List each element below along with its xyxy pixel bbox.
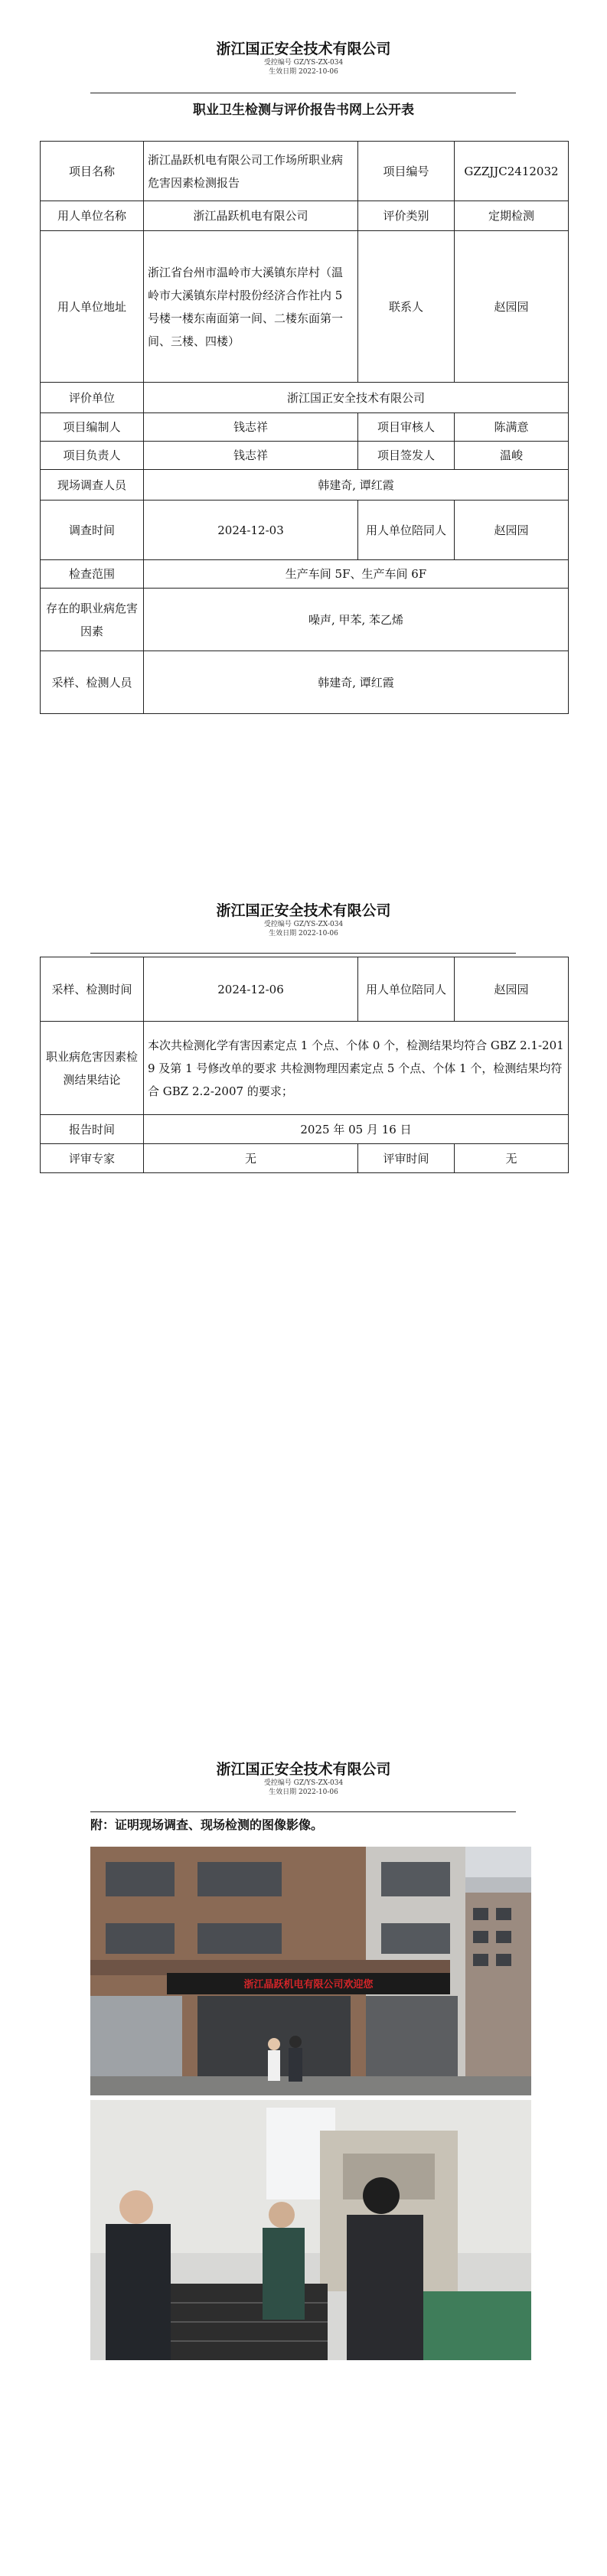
conclusion-label: 职业病危害因素检测结果结论	[41, 1022, 144, 1115]
site-photo-entrance	[90, 1847, 531, 2095]
address-label: 用人单位地址	[41, 231, 144, 383]
sampling-time-label: 采样、检测时间	[41, 957, 144, 1022]
evaluator-value: 浙江国正安全技术有限公司	[144, 383, 569, 413]
survey-time-value: 2024-12-03	[144, 501, 358, 560]
company-name: 浙江国正安全技术有限公司	[216, 41, 391, 57]
results-table	[40, 957, 569, 1173]
address-value: 浙江省台州市温岭市大溪镇东岸村（温岭市大溪镇东岸村股份经济合作社内 5 号楼一楼东南面第一间、二楼东面第一间、三楼、四楼）	[144, 231, 358, 383]
scope-value: 生产车间 5F、生产车间 6F	[144, 560, 569, 589]
employer-label: 用人单位名称	[41, 201, 144, 231]
issuer-value: 温峻	[455, 442, 569, 470]
survey-time-label: 调查时间	[41, 501, 144, 560]
review-time-value: 无	[455, 1144, 569, 1173]
site-photo-workshop	[90, 2100, 531, 2360]
scope-label: 检查范围	[41, 560, 144, 589]
report-time-value: 2025 年 05 月 16 日	[144, 1115, 569, 1144]
welcome-banner-text: 浙江晶跃机电有限公司欢迎您	[243, 1978, 374, 1990]
control-number: 受控编号 GZ/YS-ZX-034	[263, 59, 344, 67]
company-name: 浙江国正安全技术有限公司	[216, 1761, 391, 1778]
escort-value: 赵园园	[455, 501, 569, 560]
project-no-value: GZZJJC2412032	[455, 142, 569, 201]
eval-type-value: 定期检测	[455, 201, 569, 231]
sampling-time-value: 2024-12-06	[144, 957, 358, 1022]
report-time-label: 报告时间	[41, 1115, 144, 1144]
investigators-value: 韩建奇, 谭红霞	[144, 470, 569, 501]
page3-header	[0, 1760, 607, 1797]
effective-date: 生效日期 2022-10-06	[269, 930, 338, 937]
samplers-label: 采样、检测人员	[41, 651, 144, 714]
escort-label: 用人单位陪同人	[358, 501, 455, 560]
expert-value: 无	[144, 1144, 358, 1173]
leader-value: 钱志祥	[144, 442, 358, 470]
escort-label: 用人单位陪同人	[358, 957, 455, 1022]
project-name-label: 项目名称	[41, 142, 144, 201]
effective-date: 生效日期 2022-10-06	[269, 1789, 338, 1796]
header-rule	[90, 1811, 516, 1812]
issuer-label: 项目签发人	[358, 442, 455, 470]
header-rule	[90, 953, 516, 954]
compiler-label: 项目编制人	[41, 413, 144, 442]
employer-value: 浙江晶跃机电有限公司	[144, 201, 358, 231]
report-info-table	[40, 141, 569, 714]
samplers-value: 韩建奇, 谭红霞	[144, 651, 569, 714]
control-number: 受控编号 GZ/YS-ZX-034	[263, 1779, 344, 1787]
attachment-note: 附：证明现场调查、现场检测的图像影像。	[90, 1818, 324, 1832]
escort-value: 赵园园	[455, 957, 569, 1022]
effective-date: 生效日期 2022-10-06	[269, 68, 338, 76]
leader-label: 项目负责人	[41, 442, 144, 470]
page2-header	[0, 902, 607, 938]
control-number: 受控编号 GZ/YS-ZX-034	[263, 921, 344, 928]
expert-label: 评审专家	[41, 1144, 144, 1173]
reviewer-label: 项目审核人	[358, 413, 455, 442]
project-name-value: 浙江晶跃机电有限公司工作场所职业病危害因素检测报告	[144, 142, 358, 201]
hazards-value: 噪声, 甲苯, 苯乙烯	[144, 589, 569, 651]
hazards-label: 存在的职业病危害因素	[41, 589, 144, 651]
company-name: 浙江国正安全技术有限公司	[216, 902, 391, 919]
contact-value: 赵园园	[455, 231, 569, 383]
document-title: 职业卫生检测与评价报告书网上公开表	[193, 103, 414, 118]
project-no-label: 项目编号	[358, 142, 455, 201]
reviewer-value: 陈满意	[455, 413, 569, 442]
page1-header	[0, 40, 607, 77]
contact-label: 联系人	[358, 231, 455, 383]
review-time-label: 评审时间	[358, 1144, 455, 1173]
compiler-value: 钱志祥	[144, 413, 358, 442]
conclusion-value: 本次共检测化学有害因素定点 1 个点、个体 0 个，检测结果均符合 GBZ 2.1-2019 及第 1 号修改单的要求 共检测物理因素定点 5 个点、个体 1 个，检测结果均符合 GBZ 2.2-2007 的要求；	[144, 1022, 569, 1115]
evaluator-label: 评价单位	[41, 383, 144, 413]
investigators-label: 现场调查人员	[41, 470, 144, 501]
eval-type-label: 评价类别	[358, 201, 455, 231]
